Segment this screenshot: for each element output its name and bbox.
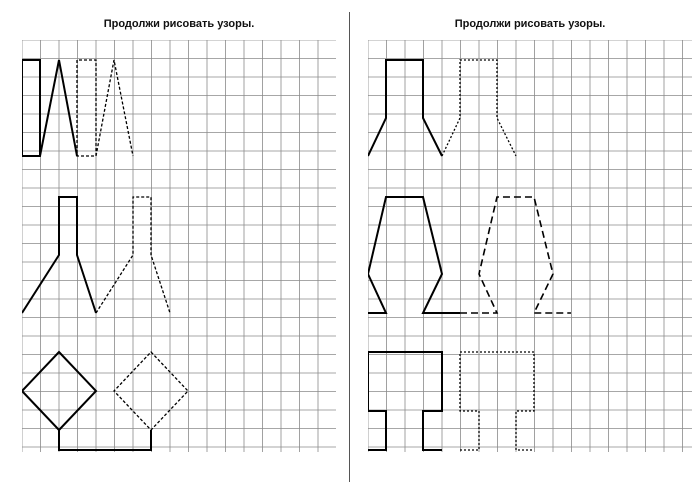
right-worksheet-grid: [368, 40, 692, 452]
page-divider: [349, 12, 350, 482]
right-pattern3-continuation: [460, 352, 534, 450]
left-pattern1-continuation: [77, 60, 133, 156]
right-page-title: Продолжи рисовать узоры.: [454, 18, 606, 30]
right-pattern2-continuation: [460, 197, 571, 313]
left-grid-lines: [22, 40, 336, 452]
right-grid-lines: [368, 40, 692, 452]
left-page-title: Продолжи рисовать узоры.: [103, 18, 255, 30]
left-pattern1-sample: [22, 60, 77, 156]
right-pattern2-sample: [368, 197, 460, 313]
left-pattern3-diamond-continuation: [114, 352, 188, 430]
left-worksheet-grid: [22, 40, 336, 452]
